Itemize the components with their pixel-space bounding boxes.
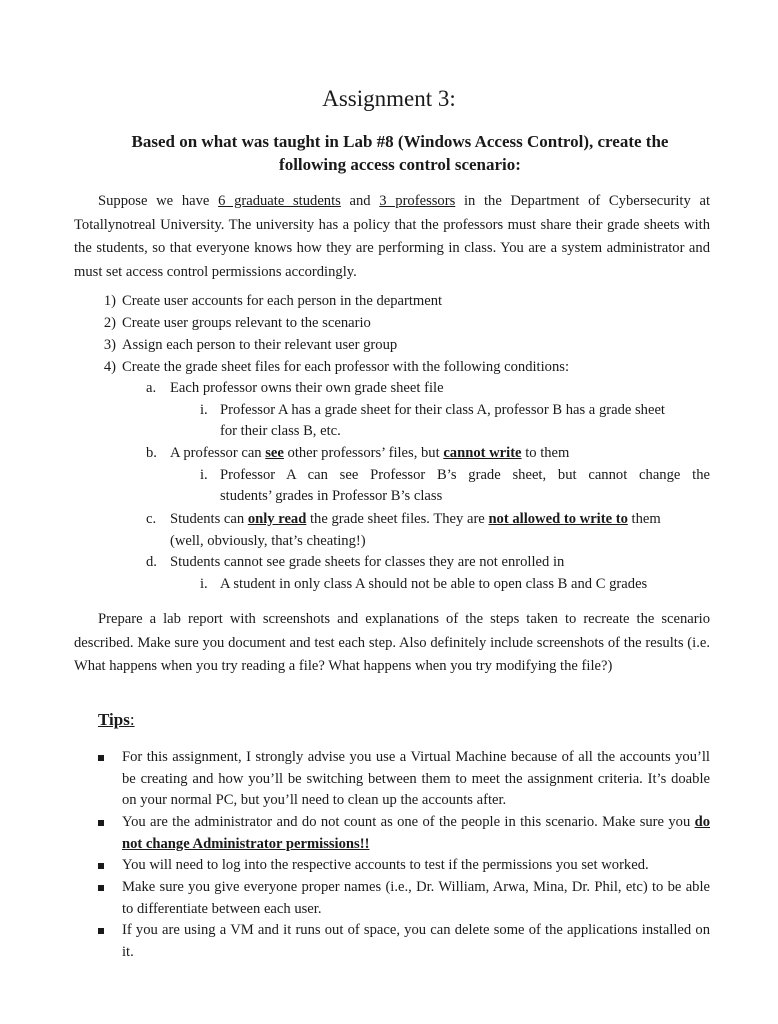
condition-mark: i.	[200, 402, 208, 418]
page-title: Assignment 3:	[322, 86, 456, 111]
condition-text-part: other professors’ files, but	[283, 445, 444, 461]
condition-text: Each professor owns their own grade sheet file	[170, 380, 444, 396]
condition-text-part: Students can	[170, 511, 248, 527]
bullet-icon	[98, 863, 104, 869]
condition-text: Professor A can see Professor B’s grade sheet, but cannot change the	[220, 467, 710, 483]
emphasis-admin-permissions: do not change Administrator permissions!!	[122, 814, 710, 852]
step-number: 3)	[103, 337, 116, 353]
list-item	[122, 812, 710, 855]
list-item	[122, 747, 710, 812]
step-number: 4)	[103, 359, 116, 375]
report-paragraph	[74, 608, 710, 679]
tip-text: Make sure you give everyone proper names (i.e., Dr. William, Arwa, Mina, Dr. Phil, etc) to be able to differentiate between each user.	[122, 879, 710, 917]
emphasis-not-allowed: not allowed to write to	[488, 511, 628, 527]
intro-text-1: Suppose we have	[98, 193, 219, 209]
tip-text: For this assignment, I strongly advise you use a Virtual Machine because of all the accounts you’ll be creating and how you’ll be switching between them to meet the assignment criteria. It’s doable on your normal PC, but you’ll need to clean up the accounts after.	[122, 749, 710, 809]
list-item	[122, 920, 710, 963]
condition-mark: a.	[146, 380, 157, 396]
report-text: Prepare a lab report with screenshots and explanations of the steps taken to recreate the scenario described. Make sure you document and test each step. Also definitely include screenshots of the results (i.e. What happens when you try reading a file? What happens when you try modifying the file?)	[74, 611, 710, 674]
tip-text: If you are using a VM and it runs out of space, you can delete some of the applications installed on it.	[122, 922, 710, 960]
tips-heading-colon: :	[129, 710, 135, 729]
condition-text: A student in only class A should not be able to open class B and C grades	[220, 576, 648, 592]
condition-mark: b.	[146, 445, 157, 461]
intro-students-count: 6 graduate students	[218, 193, 341, 209]
emphasis-see: see	[265, 445, 284, 461]
bullet-icon	[98, 755, 104, 761]
condition-text-part: to them	[521, 445, 570, 461]
bullet-icon	[98, 820, 104, 826]
emphasis-cannot-write: cannot write	[443, 445, 522, 461]
page-subtitle	[90, 130, 710, 176]
step-number: 1)	[103, 293, 116, 309]
condition-text: (well, obviously, that’s cheating!)	[170, 533, 366, 549]
step-text: Assign each person to their relevant user group	[122, 337, 398, 353]
condition-text: Students cannot see grade sheets for classes they are not enrolled in	[170, 554, 565, 570]
emphasis-only-read: only read	[247, 511, 307, 527]
condition-text-part: the grade sheet files. They are	[306, 511, 489, 527]
subtitle-line-1: Based on what was taught in Lab #8 (Windows Access Control), create the	[131, 132, 669, 151]
condition-text	[170, 509, 661, 531]
condition-mark: d.	[146, 554, 157, 570]
intro-professors-count: 3 professors	[379, 193, 456, 209]
condition-mark: i.	[200, 467, 208, 483]
intro-text-3: in the Department of Cybersecurity at Totallynotreal University. The university has a policy that the professors must share their grade sheets with the students, so that everyone knows how they are performing in class. You are a system administrator and must set access control permissions accordingly.	[74, 193, 710, 280]
bullet-icon	[98, 928, 104, 934]
tips-heading-text: Tips	[98, 710, 130, 729]
step-text: Create user groups relevant to the scenario	[122, 315, 371, 331]
step-number: 2)	[103, 315, 116, 331]
step-text: Create the grade sheet files for each professor with the following conditions:	[122, 359, 569, 375]
tip-text: You will need to log into the respective accounts to test if the permissions you set worked.	[122, 857, 649, 873]
condition-text: for their class B, etc.	[220, 423, 341, 439]
list-item	[122, 877, 710, 920]
subtitle-line-2: following access control scenario:	[279, 155, 521, 174]
condition-text-part: A professor can	[170, 445, 266, 461]
list-item	[122, 855, 710, 877]
condition-text	[170, 443, 569, 465]
condition-text-part: them	[627, 511, 661, 527]
step-text: Create user accounts for each person in the department	[122, 293, 443, 309]
intro-paragraph	[74, 190, 710, 284]
condition-mark: c.	[146, 511, 157, 527]
tips-heading	[98, 710, 135, 730]
tip-text: You are the administrator and do not count as one of the people in this scenario. Make sure you	[122, 814, 695, 830]
condition-mark: i.	[200, 576, 208, 592]
bullet-icon	[98, 885, 104, 891]
intro-text-2: and	[340, 193, 380, 209]
condition-text: students’ grades in Professor B’s class	[220, 488, 443, 504]
condition-text: Professor A has a grade sheet for their class A, professor B has a grade sheet	[220, 402, 665, 418]
